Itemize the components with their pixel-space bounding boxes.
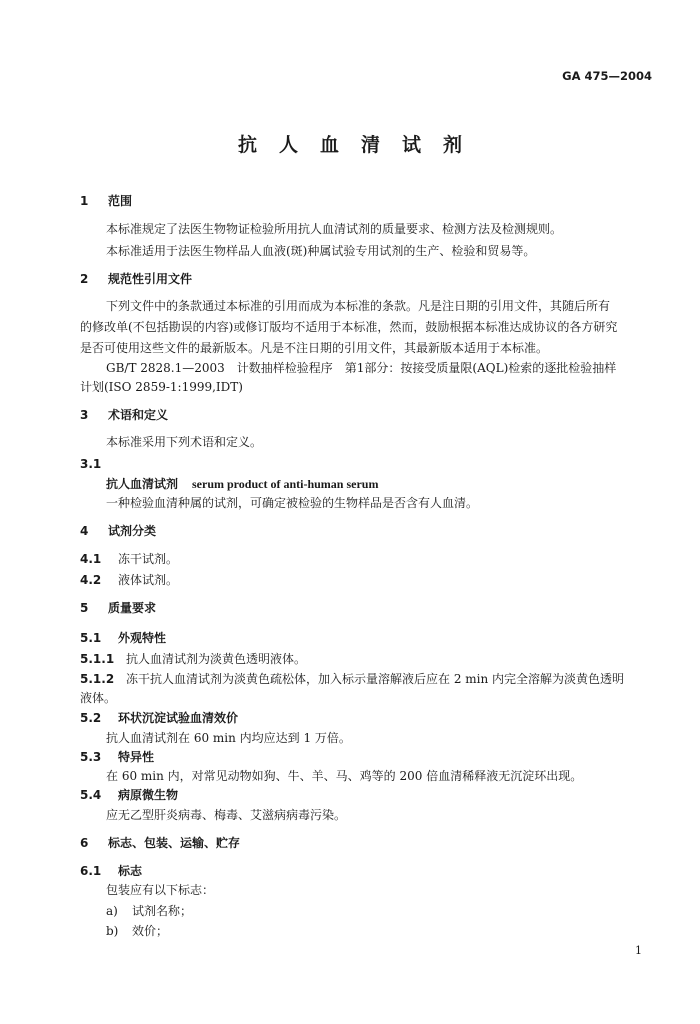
clause-title: 环状沉淀试验血清效价 xyxy=(118,711,239,725)
section-4-heading xyxy=(80,522,156,540)
list-item xyxy=(106,922,168,940)
clause-text: 抗人血清试剂在 60 min 内均应达到 1 万倍。 xyxy=(106,731,351,745)
clause-number: 5.1.2 xyxy=(80,672,115,686)
section-number: 6 xyxy=(80,836,89,850)
section-title: 术语和定义 xyxy=(108,408,169,422)
paragraph-line: 的修改单(不包括勘误的内容)或修订版均不适用于本标准，然而，鼓励根据本标准达成协议的各方研究 xyxy=(80,320,618,334)
section-1-heading xyxy=(80,192,132,210)
term-definition: 一种检验血清种属的试剂，可确定被检验的生物样品是否含有人血清。 xyxy=(106,496,479,510)
clause-title: 病原微生物 xyxy=(118,788,179,802)
clause-number: 5.1.1 xyxy=(80,652,115,666)
list-text: 效价； xyxy=(132,924,169,938)
clause-text: 应无乙型肝炎病毒、梅毒、艾滋病病毒污染。 xyxy=(106,808,347,822)
list-item xyxy=(106,902,192,920)
clause-4-1 xyxy=(80,550,178,568)
clause-text: 冻干抗人血清试剂为淡黄色疏松体，加入标示量溶解液后应在 2 min 内完全溶解为淡黄色透明 xyxy=(126,672,625,686)
clause-text: 抗人血清试剂为淡黄色透明液体。 xyxy=(126,652,307,666)
standard-code: GA 475—2004 xyxy=(562,69,652,83)
list-label: a) xyxy=(106,904,118,918)
section-number: 1 xyxy=(80,194,89,208)
reference-line: 计划(ISO 2859-1:1999,IDT) xyxy=(80,380,243,394)
term-chinese: 抗人血清试剂 xyxy=(106,477,179,491)
clause-title: 特异性 xyxy=(118,750,155,764)
reference-line: GB/T 2828.1—2003 计数抽样检验程序 第1部分：按接受质量限(AQL)检索的逐批检验抽样 xyxy=(106,361,617,375)
clause-number: 5.3 xyxy=(80,750,102,764)
list-label: b) xyxy=(106,924,119,938)
clause-text: 包装应有以下标志： xyxy=(106,883,215,897)
clause-continuation: 液体。 xyxy=(80,691,117,705)
clause-number: 5.2 xyxy=(80,711,102,725)
section-3-heading xyxy=(80,406,168,424)
clause-4-2 xyxy=(80,571,178,589)
clause-number: 5.1 xyxy=(80,631,102,645)
section-5-heading xyxy=(80,599,156,617)
section-number: 4 xyxy=(80,524,89,538)
term-english: serum product of anti-human serum xyxy=(192,477,379,491)
page-title: 抗人血清试剂 xyxy=(237,134,484,156)
clause-number: 4.2 xyxy=(80,573,102,587)
clause-5-1-2 xyxy=(80,670,624,688)
clause-6-1-heading xyxy=(80,862,142,880)
section-title: 规范性引用文件 xyxy=(108,272,193,286)
clause-text: 冻干试剂。 xyxy=(118,552,179,566)
clause-5-1-heading xyxy=(80,629,166,647)
section-number: 3 xyxy=(80,408,89,422)
clause-5-3-heading xyxy=(80,748,154,766)
paragraph-line: 是否可使用这些文件的最新版本。凡是不注日期的引用文件，其最新版本适用于本标准。 xyxy=(80,341,549,355)
paragraph: 本标准采用下列术语和定义。 xyxy=(106,435,263,449)
section-title: 范围 xyxy=(108,194,133,208)
clause-number: 6.1 xyxy=(80,864,102,878)
paragraph-line: 下列文件中的条款通过本标准的引用而成为本标准的条款。凡是注日期的引用文件，其随后所有 xyxy=(106,299,611,313)
section-title: 标志、包装、运输、贮存 xyxy=(108,836,241,850)
clause-number: 4.1 xyxy=(80,552,102,566)
subsection-number: 3.1 xyxy=(80,457,102,471)
clause-5-1-1 xyxy=(80,650,306,668)
term-line xyxy=(106,475,378,493)
clause-text: 在 60 min 内，对常见动物如狗、牛、羊、马、鸡等的 200 倍血清稀释液无沉淀环出现。 xyxy=(106,769,583,783)
paragraph: 本标准规定了法医生物物证检验所用抗人血清试剂的质量要求、检测方法及检测规则。 xyxy=(106,222,563,236)
clause-5-2-heading xyxy=(80,709,238,727)
paragraph: 本标准适用于法医生物样品人血液(斑)种属试验专用试剂的生产、检验和贸易等。 xyxy=(106,244,536,258)
clause-number: 5.4 xyxy=(80,788,102,802)
section-2-heading xyxy=(80,270,192,288)
section-6-heading xyxy=(80,834,240,852)
section-number: 5 xyxy=(80,601,89,615)
list-text: 试剂名称； xyxy=(132,904,193,918)
page-number: 1 xyxy=(635,944,642,957)
clause-title: 标志 xyxy=(118,864,143,878)
clause-text: 液体试剂。 xyxy=(118,573,179,587)
clause-title: 外观特性 xyxy=(118,631,167,645)
clause-5-4-heading xyxy=(80,786,178,804)
section-title: 试剂分类 xyxy=(108,524,157,538)
section-number: 2 xyxy=(80,272,89,286)
section-title: 质量要求 xyxy=(108,601,157,615)
